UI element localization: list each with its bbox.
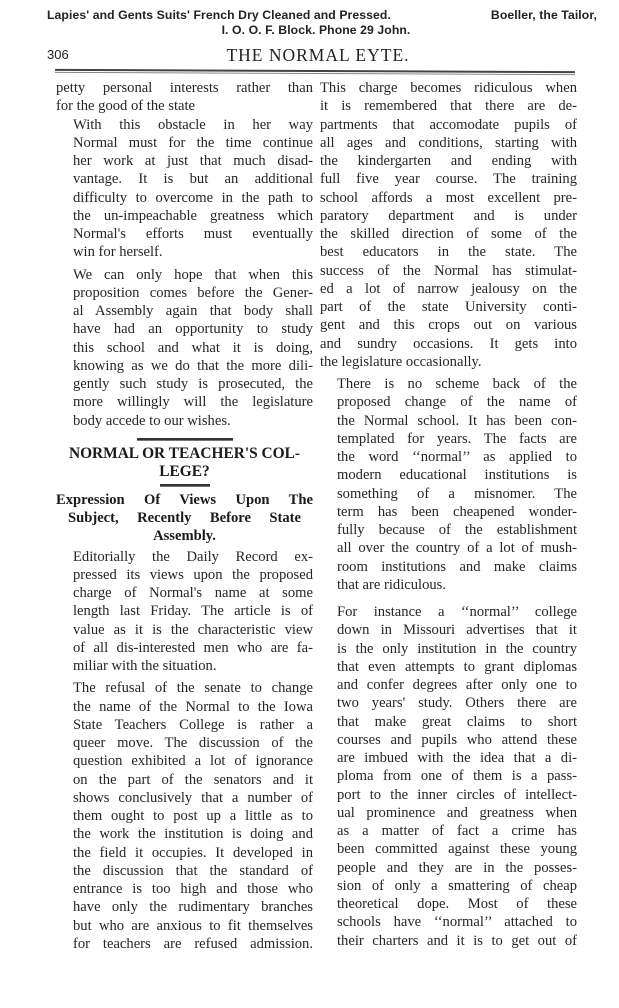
text-line: Editorially the Daily Record ex- bbox=[73, 548, 313, 565]
text-line: the legislature occasionally. bbox=[320, 353, 482, 370]
headline-line: NORMAL OR TEACHER'S COL- bbox=[68, 444, 301, 462]
text-line: the Normal school. It has been con- bbox=[337, 412, 577, 429]
masthead-double-rule bbox=[55, 69, 575, 75]
subhead-line: Expression Of Views Upon The bbox=[56, 491, 313, 508]
text-line: but who are anxious to fit themselves bbox=[73, 917, 313, 934]
text-line: for teachers are refused admission. bbox=[73, 935, 313, 952]
text-line: the word ‘‘normal’’ as applied to bbox=[337, 449, 577, 465]
text-line: question exhibited a lot of ignorance bbox=[73, 753, 313, 770]
text-line: have had an opportunity to study bbox=[73, 321, 313, 338]
paragraph bbox=[56, 679, 313, 953]
text-line: have only the rudimentary branches bbox=[73, 899, 313, 916]
paragraph bbox=[56, 116, 313, 262]
text-line: all ages and conditions, starting with bbox=[320, 134, 577, 151]
advertisement-line-2: I. O. O. F. Block. Phone 29 John. bbox=[221, 23, 411, 37]
text-line: school affords a most excellent pre- bbox=[320, 189, 577, 206]
text-line: partments that accomodate pupils of bbox=[320, 116, 577, 133]
headline-line: LEGE? bbox=[159, 462, 210, 480]
text-line: and sundry occasions. It gets into bbox=[320, 335, 577, 352]
paragraph-continuation bbox=[56, 79, 313, 116]
text-line: proposed change of the name of bbox=[337, 394, 577, 411]
text-line: This charge becomes ridiculous when bbox=[320, 80, 577, 96]
text-line: the discussion that the standard of bbox=[73, 862, 313, 879]
text-line: proposition comes before the Gener- bbox=[73, 284, 313, 301]
text-line: State Teachers College is rather a bbox=[73, 716, 313, 733]
text-line: courses and pupils who attend these bbox=[337, 731, 577, 748]
text-line: the field it occupies. It developed in bbox=[73, 844, 313, 861]
subhead-line: Subject, Recently Before State bbox=[68, 510, 301, 527]
paragraph bbox=[56, 548, 313, 676]
text-line: as a matter of fact a crime has bbox=[337, 823, 577, 839]
headline-divider-rule bbox=[160, 484, 210, 487]
page-number: 306 bbox=[47, 47, 69, 62]
text-line: on the part of the senators and it bbox=[73, 771, 313, 788]
advertisement-line-1 bbox=[47, 8, 597, 22]
paragraph bbox=[320, 79, 577, 371]
text-line: knowing as we do that the more dili- bbox=[73, 357, 313, 374]
text-line: Normal must for the time continue bbox=[73, 134, 313, 151]
left-column bbox=[56, 79, 313, 953]
text-line: ed a lot of narrow jealousy on the bbox=[320, 280, 577, 297]
text-line: For instance a ‘‘normal’’ college bbox=[337, 604, 577, 620]
text-line: for the good of the state bbox=[56, 98, 196, 115]
text-line: is the only institution in the country bbox=[337, 640, 577, 657]
text-line: pressed its views upon the proposed bbox=[73, 566, 313, 583]
text-line: success of the Normal has stimulat- bbox=[320, 262, 577, 279]
publication-title: THE NORMAL EYTE. bbox=[226, 45, 410, 65]
right-column bbox=[320, 79, 577, 950]
text-line: them ought to post up a little as to bbox=[73, 808, 313, 825]
text-line: gently such study is prosecuted, the bbox=[73, 376, 313, 392]
text-line: difficulty to overcome in the path to bbox=[73, 189, 313, 206]
text-line: schools have ‘‘normal’’ attached to bbox=[337, 914, 577, 931]
text-line: petty personal interests rather than bbox=[56, 80, 313, 96]
text-line: body accede to our wishes. bbox=[73, 412, 231, 429]
text-line: length last Friday. The article is of bbox=[73, 603, 313, 620]
text-line: more willingly will the legislature bbox=[73, 394, 313, 411]
paragraph bbox=[56, 266, 313, 430]
text-line: templated for years. The facts are bbox=[337, 430, 577, 447]
text-line: fully because of the establishment bbox=[337, 522, 577, 538]
text-line: Normal's efforts must eventually bbox=[73, 226, 313, 242]
text-line: port to the inner circles of intellect- bbox=[337, 786, 577, 803]
paragraph bbox=[320, 375, 577, 594]
text-line: the kindergarten and ending with bbox=[320, 153, 577, 169]
text-line: the skilled direction of some of the bbox=[320, 226, 577, 242]
text-line: that make great claims to short bbox=[337, 713, 577, 730]
text-line: been committed against these young bbox=[337, 841, 577, 858]
text-line: al Assembly again that body shall bbox=[73, 303, 313, 319]
advertisement-right-text: Boeller, the Tailor, bbox=[490, 8, 597, 22]
text-line: shows conclusively that a number of bbox=[73, 789, 313, 806]
text-line: best educators in the state. The bbox=[320, 244, 577, 261]
text-line: We can only hope that when this bbox=[73, 266, 313, 283]
text-line: miliar with the situation. bbox=[73, 658, 217, 675]
text-line: their charters and it is to get out of bbox=[337, 932, 577, 949]
text-line: this school and what it is doing, bbox=[73, 339, 313, 356]
masthead bbox=[47, 45, 597, 67]
text-line: modern educational institutions is bbox=[337, 467, 577, 484]
text-line: paratory department and is under bbox=[320, 207, 577, 224]
text-line: With this obstacle in her way bbox=[73, 116, 313, 133]
article-headline bbox=[56, 445, 313, 481]
text-line: it is remembered that there are de- bbox=[320, 98, 577, 115]
text-line: There is no scheme back of the bbox=[337, 376, 577, 392]
text-line: the work the institution is doing and bbox=[73, 826, 313, 843]
text-line: full five year course. The training bbox=[320, 171, 577, 188]
text-line: are imbued with the idea that a di- bbox=[337, 750, 577, 766]
text-line: value as it is the characteristic view bbox=[73, 621, 313, 638]
text-line: gent and this crops out on various bbox=[320, 317, 577, 334]
text-line: the name of the Normal to the Iowa bbox=[73, 698, 313, 715]
text-line: The refusal of the senate to change bbox=[73, 680, 313, 697]
text-line: part of the state University conti- bbox=[320, 299, 577, 315]
text-line: win for herself. bbox=[73, 244, 163, 261]
text-line: queer move. The discussion of the bbox=[73, 735, 313, 752]
text-line: ploma from one of them is a pass- bbox=[337, 768, 577, 785]
article-subheadline bbox=[56, 491, 313, 546]
text-line: vantage. It is but an additional bbox=[73, 171, 313, 188]
advertisement-left-text: Lapies' and Gents Suits' French Dry Cleaned and Pressed. bbox=[47, 8, 391, 22]
text-line: people and they are in the posses- bbox=[337, 859, 577, 876]
text-line: sion of only a smattering of cheap bbox=[337, 877, 577, 894]
text-line: of all dis-interested men who are fa- bbox=[73, 639, 313, 656]
text-line: the un-impeachable greatness which bbox=[73, 207, 313, 224]
text-line: her work at just that much disad- bbox=[73, 153, 313, 169]
text-line: and confer degrees after only one to bbox=[337, 677, 577, 693]
text-line: room institutions and make claims bbox=[337, 558, 577, 575]
text-line: ual prominence and greatness when bbox=[337, 804, 577, 821]
text-line: charge of Normal's name at some bbox=[73, 585, 313, 602]
text-line: term has been cheapened wonder- bbox=[337, 503, 577, 520]
text-line: entrance is too high and those who bbox=[73, 881, 313, 898]
subhead-line: Assembly. bbox=[153, 528, 216, 545]
text-line: that are ridiculous. bbox=[337, 576, 447, 593]
text-line: theoretical dope. Most of these bbox=[337, 896, 577, 912]
text-line: down in Missouri advertises that it bbox=[337, 622, 577, 639]
text-line: all over the country of a lot of mush- bbox=[337, 540, 577, 557]
header-advertisement bbox=[47, 8, 597, 37]
text-line: two years' study. Others there are bbox=[337, 695, 577, 712]
text-line: something of a misnomer. The bbox=[337, 485, 577, 502]
text-line: that even attempts to grant diplomas bbox=[337, 658, 577, 675]
section-divider-rule bbox=[137, 438, 233, 441]
paragraph bbox=[320, 603, 577, 950]
